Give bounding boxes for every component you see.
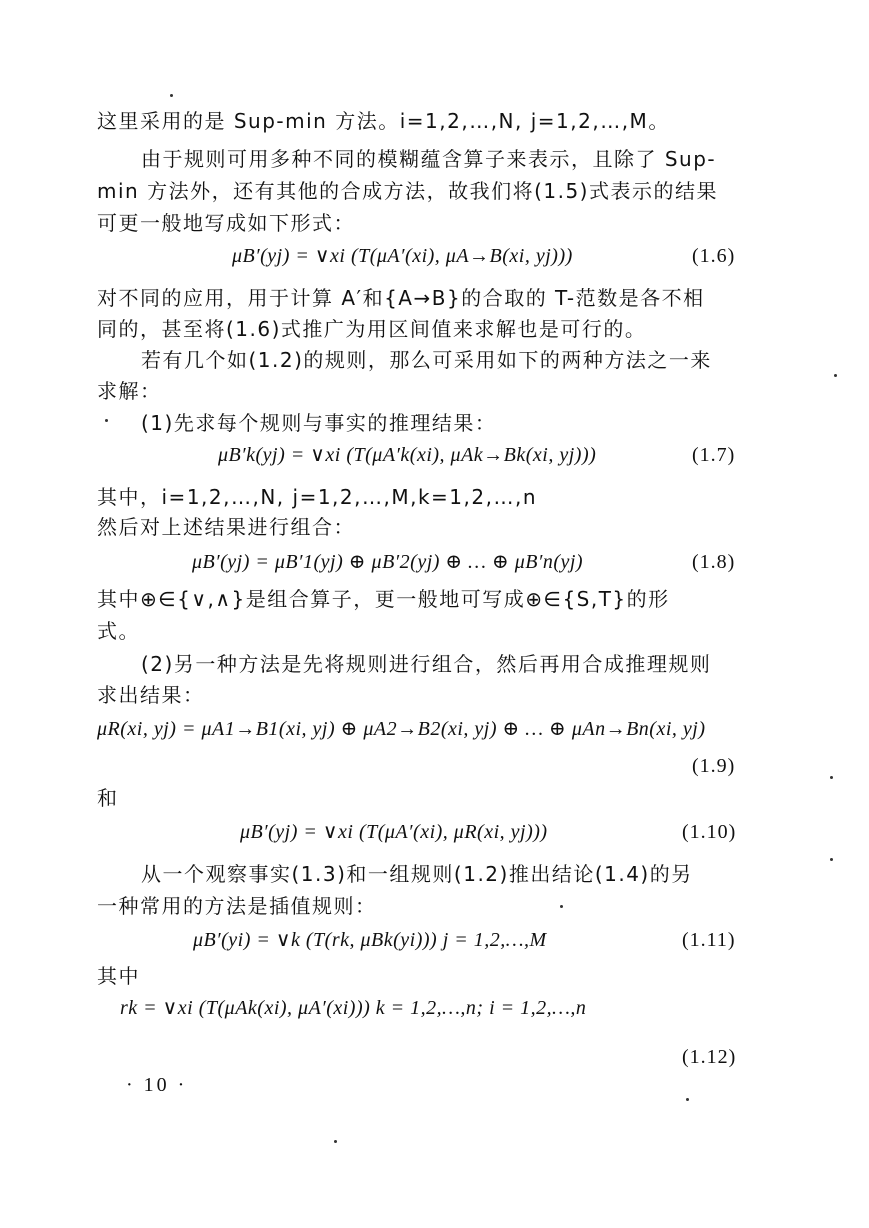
equation-1-12: rk = ∨xi (T(μAk(xi), μA′(xi))) k = 1,2,…,n; i = 1,2,…,n [120,997,587,1019]
equation-1-7: μB′k(yj) = ∨xi (T(μA′k(xi), μAk→Bk(xi, yj))) [218,444,597,466]
equation-1-10: μB′(yj) = ∨xi (T(μA′(xi), μR(xi, yj))) [240,821,548,843]
text-line-3: min 方法外，还有其他的合成方法，故我们将(1.5)式表示的结果 [97,179,718,203]
text-line-13: 式。 [97,619,140,643]
scan-speck [334,1140,337,1143]
text-line-6: 同的，甚至将(1.6)式推广为用区间值来求解也是可行的。 [97,317,647,341]
equation-number-1-11: (1.11) [682,929,736,951]
text-line-9: (1)先求每个规则与事实的推理结果： [141,411,497,435]
text-line-18: 一种常用的方法是插值规则： [97,894,377,918]
equation-1-6: μB′(yj) = ∨xi (T(μA′(xi), μA→B(xi, yj))) [232,245,573,267]
equation-number-1-8: (1.8) [692,551,736,573]
equation-number-1-12: (1.12) [682,1046,737,1068]
text-line-10: 其中，i=1,2,…,N, j=1,2,…,M,k=1,2,…,n [97,485,537,509]
scan-speck [830,858,833,861]
text-line-5: 对不同的应用，用于计算 A′和{A→B}的合取的 T-范数是各不相 [97,286,705,310]
scan-speck [560,905,563,908]
equation-1-8: μB′(yj) = μB′1(yj) ⊕ μB′2(yj) ⊕ … ⊕ μB′n(yj) [192,551,584,573]
text-line-15: 求出结果： [97,683,205,707]
equation-number-1-7: (1.7) [692,444,736,466]
text-line-14: (2)另一种方法是先将规则进行组合，然后再用合成推理规则 [141,652,712,676]
scan-speck [105,419,108,422]
page-number: · 10 · [126,1074,188,1096]
text-line-11: 然后对上述结果进行组合： [97,515,355,539]
text-line-19: 其中 [97,964,140,988]
scan-speck [170,94,173,97]
scan-speck [834,374,837,377]
text-line-7: 若有几个如(1.2)的规则，那么可采用如下的两种方法之一来 [141,348,712,372]
equation-1-11: μB′(yi) = ∨k (T(rk, μBk(yi))) j = 1,2,…,M [193,929,547,951]
scan-speck [830,776,833,779]
equation-1-9: μR(xi, yj) = μA1→B1(xi, yj) ⊕ μA2→B2(xi, yj) ⊕ … ⊕ μAn→Bn(xi, yj) [97,718,706,740]
scan-speck [686,1098,689,1101]
text-line-12: 其中⊕∈{∨,∧}是组合算子，更一般地可写成⊕∈{S,T}的形 [97,587,670,611]
text-line-16: 和 [97,786,119,810]
text-line-2: 由于规则可用多种不同的模糊蕴含算子来表示，且除了 Sup- [141,147,717,171]
equation-number-1-10: (1.10) [682,821,737,843]
text-line-1: 这里采用的是 Sup-min 方法。i=1,2,…,N, j=1,2,…,M。 [97,109,670,133]
text-line-17: 从一个观察事实(1.3)和一组规则(1.2)推出结论(1.4)的另 [141,862,693,886]
text-line-8: 求解： [97,379,162,403]
equation-number-1-9: (1.9) [692,755,736,777]
equation-number-1-6: (1.6) [692,245,736,267]
text-line-4: 可更一般地写成如下形式： [97,211,355,235]
